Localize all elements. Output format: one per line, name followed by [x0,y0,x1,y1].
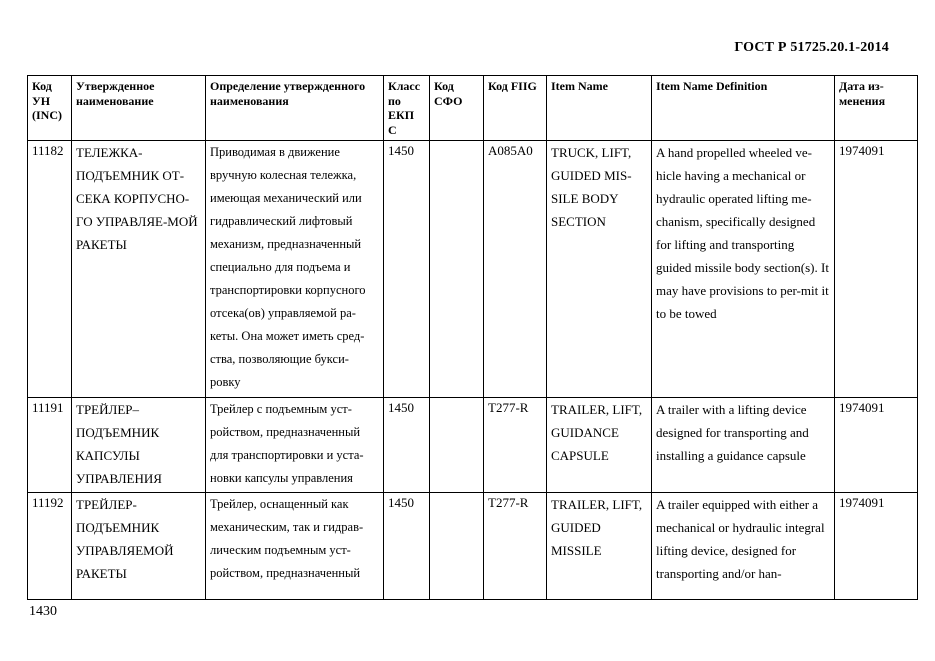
cell-item-name: TRAILER, LIFT, GUIDANCE CAPSULE [547,398,652,493]
cell-class: 1450 [384,493,430,600]
column-header-item-name: Item Name [547,76,652,141]
cell-inc: 11182 [28,141,72,398]
cell-fiig: A085A0 [484,141,547,398]
cell-class: 1450 [384,398,430,493]
column-header-inc: Код УН (INC) [28,76,72,141]
cell-change-date: 1974091 [835,398,918,493]
document-standard-header: ГОСТ Р 51725.20.1-2014 [734,40,889,55]
cell-sfo [430,398,484,493]
cell-name-definition: Трейлер, оснащенный как механическим, так и гидрав-лическим подъемным уст-ройством, предназначенный [206,493,384,600]
cell-sfo [430,141,484,398]
classification-table [27,75,918,600]
cell-sfo [430,493,484,600]
cell-approved-name: ТРЕЙЛЕР-ПОДЪЕМНИК УПРАВЛЯЕМОЙ РАКЕТЫ [72,493,206,600]
cell-change-date: 1974091 [835,141,918,398]
page-number: 1430 [29,604,57,619]
cell-class: 1450 [384,141,430,398]
table-row [28,141,918,398]
column-header-item-name-definition: Item Name Definition [652,76,835,141]
cell-name-definition: Приводимая в движение вручную колесная тележка, имеющая механический или гидравлический лифтовый механизм, предназначенный специально для подъема и транспортировки корпусного отсека(ов) управляемой ра-кеты. Она может иметь сред-ства, позволяющие букси-ровку [206,141,384,398]
cell-item-name: TRUCK, LIFT, GUIDED MIS-SILE BODY SECTION [547,141,652,398]
cell-inc: 11191 [28,398,72,493]
table-row [28,493,918,600]
cell-fiig: T277-R [484,398,547,493]
cell-item-name-definition: A hand propelled wheeled ve-hicle having a mechanical or hydraulic operated lifting me-chanism, specifically designed for lifting and transporting guided missile body section(s). It may have provisions to per-mit it to be towed [652,141,835,398]
cell-fiig: T277-R [484,493,547,600]
cell-inc: 11192 [28,493,72,600]
table-row [28,398,918,493]
cell-approved-name: ТЕЛЕЖКА-ПОДЪЕМНИК ОТ-СЕКА КОРПУСНО-ГО УПРАВЛЯЕ-МОЙ РАКЕТЫ [72,141,206,398]
cell-name-definition: Трейлер с подъемным уст-ройством, предназначенный для транспортировки и уста-новки капсулы управления [206,398,384,493]
column-header-class: Класс по ЕКП С [384,76,430,141]
cell-item-name-definition: A trailer equipped with either a mechanical or hydraulic integral lifting device, designed for transporting and/or han- [652,493,835,600]
column-header-approved-name: Утвержденное наименование [72,76,206,141]
column-header-sfo: Код СФО [430,76,484,141]
cell-item-name-definition: A trailer with a lifting device designed for transporting and installing a guidance capsule [652,398,835,493]
column-header-change-date: Дата из-менения [835,76,918,141]
cell-item-name: TRAILER, LIFT, GUIDED MISSILE [547,493,652,600]
cell-approved-name: ТРЕЙЛЕР–ПОДЪЕМНИК КАПСУЛЫ УПРАВЛЕНИЯ [72,398,206,493]
table-header-row [28,76,918,141]
cell-change-date: 1974091 [835,493,918,600]
column-header-name-definition: Определение утвержденного наименования [206,76,384,141]
column-header-fiig: Код FIIG [484,76,547,141]
